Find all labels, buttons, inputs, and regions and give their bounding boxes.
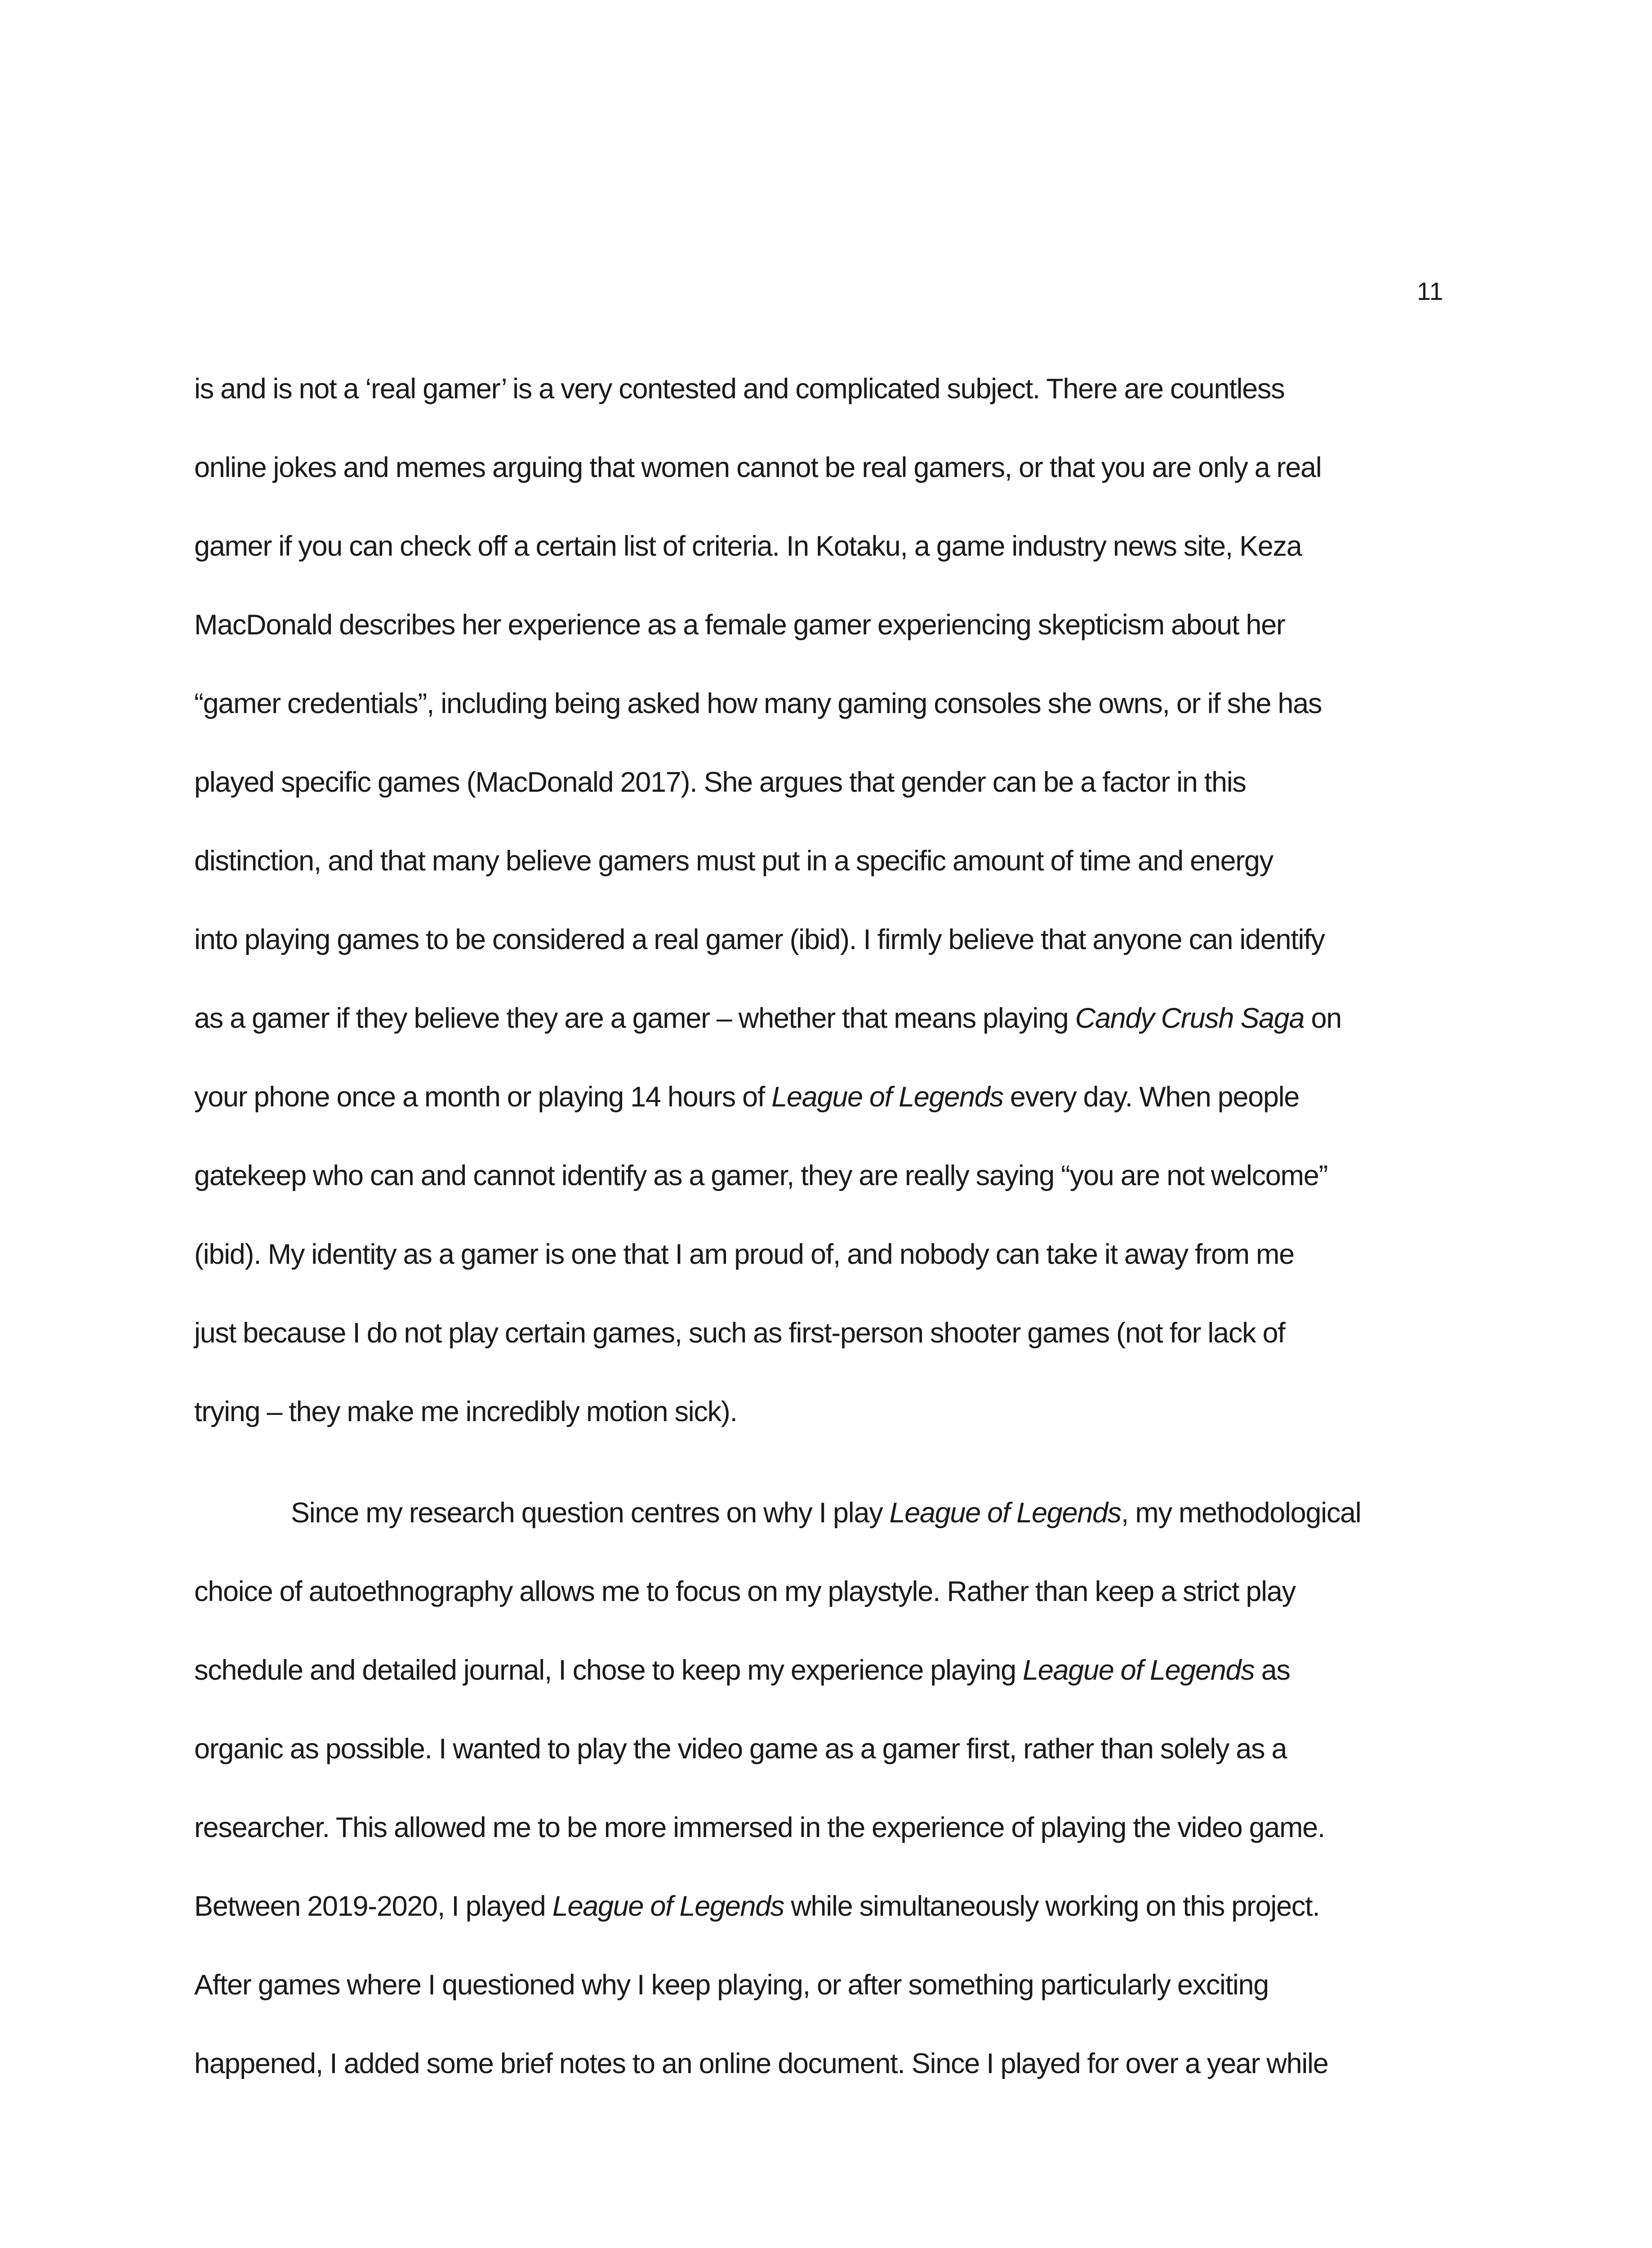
text-line: choice of autoethnography allows me to focus on my playstyle. Rather than keep a strict play: [194, 1576, 1296, 1607]
game-title: League of Legends: [771, 1081, 1003, 1113]
paragraph-2: [194, 1490, 1458, 2120]
text-line: “gamer credentials”, including being asked how many gaming consoles she owns, or if she has: [194, 688, 1322, 719]
text-line: organic as possible. I wanted to play the video game as a gamer first, rather than solely as a: [194, 1733, 1287, 1765]
paragraph-spacing: [194, 1468, 1458, 1490]
game-title: League of Legends: [552, 1891, 784, 1922]
text-line: (ibid). My identity as a gamer is one that I am proud of, and nobody can take it away from me: [194, 1239, 1294, 1270]
text-line: as a gamer if they believe they are a gamer – whether that means playing Candy Crush Saga on: [194, 1003, 1341, 1034]
text-line: online jokes and memes arguing that women cannot be real gamers, or that you are only a real: [194, 452, 1322, 483]
text-line: gatekeep who can and cannot identify as a gamer, they are really saying “you are not welcome”: [194, 1160, 1328, 1191]
game-title: League of Legends: [1023, 1655, 1255, 1686]
text-line: researcher. This allowed me to be more immersed in the experience of playing the video game.: [194, 1812, 1325, 1843]
text-line: Between 2019-2020, I played League of Legends while simultaneously working on this project.: [194, 1891, 1320, 1922]
text-line: played specific games (MacDonald 2017). She argues that gender can be a factor in this: [194, 767, 1246, 798]
page-number: 11: [1416, 277, 1443, 305]
text-line: MacDonald describes her experience as a female gamer experiencing skepticism about her: [194, 609, 1285, 641]
text-line: happened, I added some brief notes to an online document. Since I played for over a year while: [194, 2048, 1328, 2079]
text-line: gamer if you can check off a certain list of criteria. In Kotaku, a game industry news site, Keza: [194, 531, 1302, 562]
text-line: schedule and detailed journal, I chose to keep my experience playing League of Legends as: [194, 1655, 1290, 1686]
body-text: [194, 366, 1458, 2120]
text-line: Since my research question centres on why I play League of Legends, my methodological: [291, 1497, 1361, 1529]
text-line: distinction, and that many believe gamers must put in a specific amount of time and energy: [194, 845, 1273, 877]
text-line: into playing games to be considered a real gamer (ibid). I firmly believe that anyone can identify: [194, 924, 1325, 955]
game-title: League of Legends: [889, 1497, 1121, 1529]
text-line: is and is not a ‘real gamer’ is a very contested and complicated subject. There are countless: [194, 373, 1285, 405]
paragraph-1: [194, 366, 1458, 1468]
text-line: just because I do not play certain games, such as first-person shooter games (not for lack of: [194, 1317, 1285, 1349]
game-title: Candy Crush Saga: [1075, 1003, 1305, 1034]
text-line: After games where I questioned why I keep playing, or after something particularly exciting: [194, 1969, 1269, 2001]
text-line: trying – they make me incredibly motion sick).: [194, 1396, 737, 1427]
text-line: your phone once a month or playing 14 hours of League of Legends every day. When people: [194, 1081, 1300, 1113]
